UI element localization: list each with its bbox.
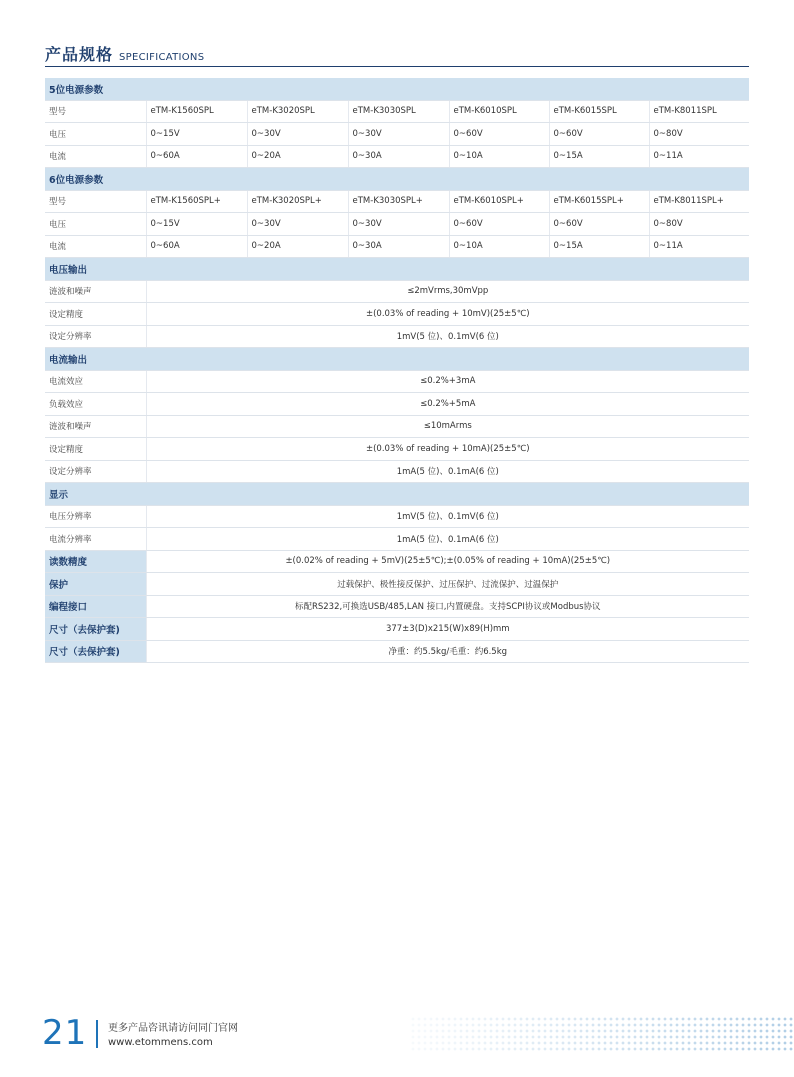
table-cell: 0~10A: [449, 235, 549, 258]
section-title: 6位电源参数: [45, 168, 749, 191]
table-cell: 0~60V: [549, 213, 649, 236]
table-row: [45, 235, 749, 258]
table-cell: eTM-K8011SPL: [649, 100, 749, 123]
table-row: [45, 123, 749, 146]
section-title: 电压输出: [45, 258, 749, 281]
table-cell: eTM-K1560SPL+: [146, 190, 247, 213]
specifications-table: [45, 78, 749, 663]
row-value: 净重：约5.5kg/毛重：约6.5kg: [146, 640, 749, 663]
table-cell: 0~11A: [649, 145, 749, 168]
section-header-row: [45, 258, 749, 281]
table-row: [45, 573, 749, 596]
row-value: 1mA(5 位)、0.1mA(6 位): [146, 528, 749, 551]
row-label: 电流效应: [45, 370, 146, 393]
row-label: 电压分辨率: [45, 505, 146, 528]
footer-divider: [96, 1020, 98, 1048]
row-label-bold: 尺寸（去保护套): [45, 618, 146, 641]
table-row: [45, 303, 749, 326]
table-cell: 0~60A: [146, 235, 247, 258]
page-number: 21: [42, 1013, 88, 1053]
row-label: 电流: [45, 145, 146, 168]
table-row: [45, 505, 749, 528]
table-row: [45, 528, 749, 551]
table-cell: 0~15A: [549, 235, 649, 258]
row-label: 涟波和噪声: [45, 280, 146, 303]
row-value: ≤0.2%+5mA: [146, 393, 749, 416]
table-row: [45, 595, 749, 618]
section-header-row: [45, 78, 749, 100]
row-value: ±(0.02% of reading + 5mV)(25±5℃);±(0.05% of reading + 10mA)(25±5℃): [146, 550, 749, 573]
row-label: 电压: [45, 123, 146, 146]
table-cell: 0~30A: [348, 235, 449, 258]
table-cell: 0~80V: [649, 213, 749, 236]
table-cell: 0~30V: [348, 123, 449, 146]
section-header-row: [45, 483, 749, 506]
table-row: [45, 213, 749, 236]
table-row: [45, 438, 749, 461]
table-cell: eTM-K6010SPL: [449, 100, 549, 123]
row-value: 377±3(D)x215(W)x89(H)mm: [146, 618, 749, 641]
section-title: 5位电源参数: [45, 78, 749, 100]
table-cell: 0~15V: [146, 123, 247, 146]
section-title: 显示: [45, 483, 749, 506]
table-row: [45, 325, 749, 348]
footer-tagline: 更多产品咨讯请访问同门官网: [108, 1023, 238, 1034]
table-cell: 0~80V: [649, 123, 749, 146]
row-label: 设定分辨率: [45, 460, 146, 483]
table-row: [45, 415, 749, 438]
table-cell: 0~30V: [348, 213, 449, 236]
table-row: [45, 100, 749, 123]
row-label: 负载效应: [45, 393, 146, 416]
table-cell: 0~60A: [146, 145, 247, 168]
row-label-bold: 读数精度: [45, 550, 146, 573]
row-label: 涟波和噪声: [45, 415, 146, 438]
row-label: 设定精度: [45, 303, 146, 326]
section-header-row: [45, 348, 749, 371]
table-cell: 0~11A: [649, 235, 749, 258]
table-row: [45, 190, 749, 213]
row-value: ≤10mArms: [146, 415, 749, 438]
table-cell: 0~20A: [247, 235, 348, 258]
table-cell: eTM-K3020SPL+: [247, 190, 348, 213]
row-label: 电流分辨率: [45, 528, 146, 551]
footer-website-link[interactable]: www.etommens.com: [108, 1037, 213, 1048]
table-cell: 0~60V: [449, 123, 549, 146]
table-cell: eTM-K6010SPL+: [449, 190, 549, 213]
section-heading: [45, 42, 749, 67]
table-row: [45, 618, 749, 641]
row-label: 电流: [45, 235, 146, 258]
table-cell: 0~30V: [247, 123, 348, 146]
table-cell: 0~60V: [549, 123, 649, 146]
row-value: 1mA(5 位)、0.1mA(6 位): [146, 460, 749, 483]
footer-text: [108, 1022, 238, 1050]
row-label-bold: 尺寸（去保护套): [45, 640, 146, 663]
table-cell: eTM-K6015SPL+: [549, 190, 649, 213]
row-label-bold: 保护: [45, 573, 146, 596]
table-row: [45, 460, 749, 483]
table-cell: 0~15A: [549, 145, 649, 168]
heading-title-cn: 产品规格: [45, 45, 114, 64]
table-cell: 0~60V: [449, 213, 549, 236]
table-cell: 0~30A: [348, 145, 449, 168]
row-value: ≤0.2%+3mA: [146, 370, 749, 393]
row-value: ±(0.03% of reading + 10mA)(25±5℃): [146, 438, 749, 461]
row-label: 电压: [45, 213, 146, 236]
table-cell: eTM-K8011SPL+: [649, 190, 749, 213]
row-label: 型号: [45, 100, 146, 123]
table-cell: eTM-K1560SPL: [146, 100, 247, 123]
table-row: [45, 550, 749, 573]
section-title: 电流输出: [45, 348, 749, 371]
row-value: ≤2mVrms,30mVpp: [146, 280, 749, 303]
table-cell: eTM-K6015SPL: [549, 100, 649, 123]
row-label: 设定分辨率: [45, 325, 146, 348]
table-cell: 0~20A: [247, 145, 348, 168]
section-header-row: [45, 168, 749, 191]
row-value: ±(0.03% of reading + 10mV)(25±5℃): [146, 303, 749, 326]
row-value: 1mV(5 位)、0.1mV(6 位): [146, 325, 749, 348]
heading-title-en: SPECIFICATIONS: [119, 52, 205, 63]
row-label: 设定精度: [45, 438, 146, 461]
decorative-dot-pattern: [410, 1016, 794, 1052]
table-cell: eTM-K3030SPL: [348, 100, 449, 123]
row-value: 1mV(5 位)、0.1mV(6 位): [146, 505, 749, 528]
table-row: [45, 280, 749, 303]
table-cell: eTM-K3030SPL+: [348, 190, 449, 213]
row-label-bold: 编程接口: [45, 595, 146, 618]
table-cell: 0~10A: [449, 145, 549, 168]
table-cell: eTM-K3020SPL: [247, 100, 348, 123]
table-cell: 0~30V: [247, 213, 348, 236]
table-cell: 0~15V: [146, 213, 247, 236]
table-row: [45, 640, 749, 663]
row-value: 过载保护、极性接反保护、过压保护、过流保护、过温保护: [146, 573, 749, 596]
table-row: [45, 370, 749, 393]
table-row: [45, 393, 749, 416]
table-row: [45, 145, 749, 168]
row-value: 标配RS232,可换选USB/485,LAN 接口,内置硬盘。支持SCPI协议或Modbus协议: [146, 595, 749, 618]
row-label: 型号: [45, 190, 146, 213]
